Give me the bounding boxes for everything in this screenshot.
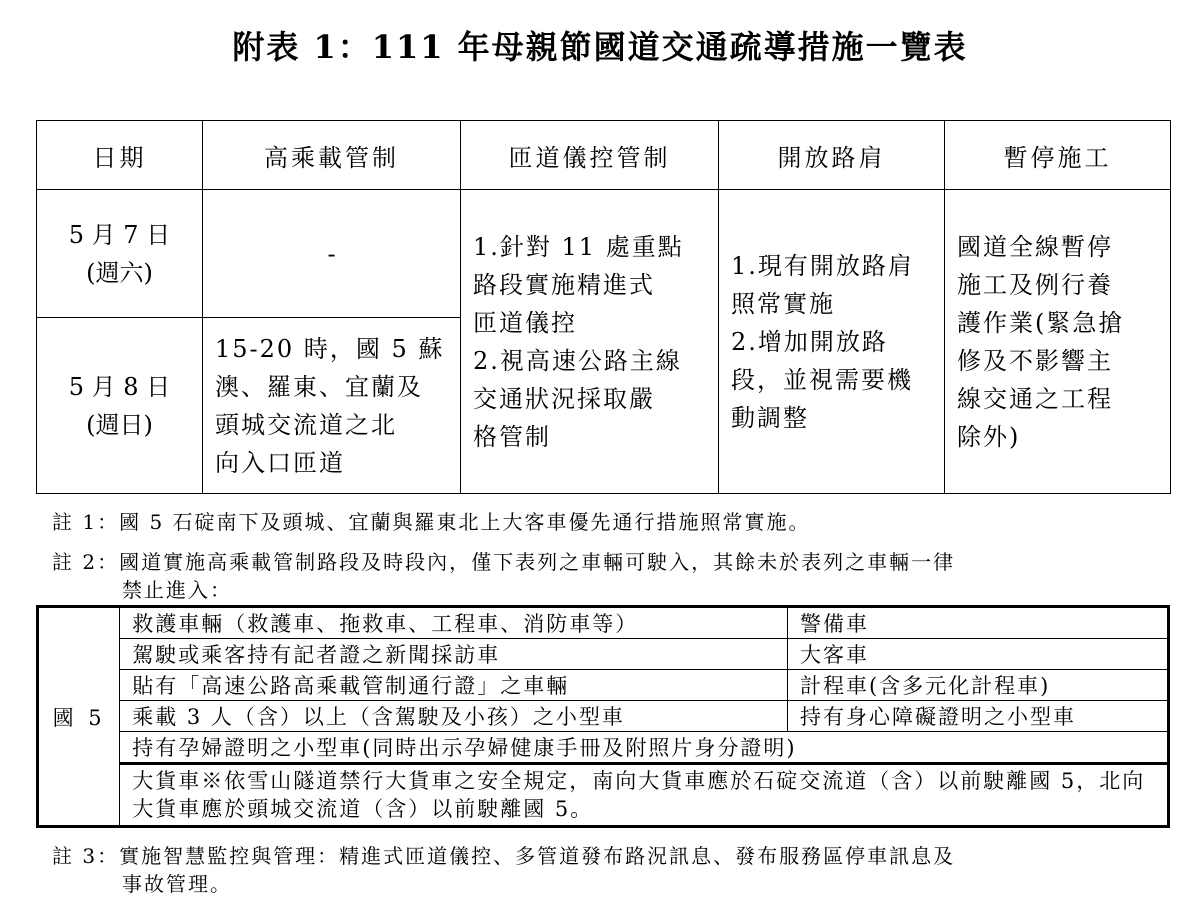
header-shoulder: 開放路肩 xyxy=(719,121,945,190)
vehicle-row xyxy=(38,732,1169,764)
vehicle-item: 警備車 xyxy=(787,607,1168,639)
date-day: 5 月 7 日 xyxy=(68,220,171,249)
vehicle-item: 貼有「高速公路高乘載管制通行證」之車輛 xyxy=(120,670,788,701)
vehicle-row xyxy=(38,701,1169,732)
header-ramp: 匝道儀控管制 xyxy=(461,121,719,190)
header-construction: 暫停施工 xyxy=(945,121,1171,190)
note-2 xyxy=(52,548,1162,604)
note-text: 實施智慧監控與管理：精進式匝道儀控、多管道發布路況訊息、發布服務區停車訊息及 xyxy=(119,844,956,868)
date-weekday: (週日) xyxy=(86,410,153,439)
hov-cell-sun: 15-20 時，國 5 蘇 澳、羅東、宜蘭及 頭城交流道之北 向入口匝道 xyxy=(203,318,461,494)
shoulder-cell: 1.現有開放路肩 照常實施 2.增加開放路 段，並視需要機 動調整 xyxy=(719,190,945,494)
vehicle-row xyxy=(38,670,1169,701)
group-label: 國 5 xyxy=(38,607,120,827)
vehicle-item: 乘載 3 人（含）以上（含駕駛及小孩）之小型車 xyxy=(120,701,788,732)
date-weekday: (週六) xyxy=(86,258,153,287)
construction-cell: 國道全線暫停 施工及例行養 護作業(緊急搶 修及不影響主 線交通之工程 除外) xyxy=(945,190,1171,494)
note-text: 國道實施高乘載管制路段及時段內，僅下表列之車輛可駛入，其餘未於表列之車輛一律 xyxy=(119,550,956,574)
page-title: 附表 1：111 年母親節國道交通疏導措施一覽表 xyxy=(232,28,968,66)
vehicle-item: 持有身心障礙證明之小型車 xyxy=(787,701,1168,732)
vehicle-item: 計程車(含多元化計程車) xyxy=(787,670,1168,701)
vehicle-item: 駕駛或乘客持有記者證之新聞採訪車 xyxy=(120,639,788,670)
vehicle-row xyxy=(38,607,1169,639)
ramp-cell: 1.針對 11 處重點 路段實施精進式 匝道儀控 2.視高速公路主線 交通狀況採取嚴 格管制 xyxy=(461,190,719,494)
note-label: 註 2： xyxy=(52,550,120,574)
note-label: 註 1： xyxy=(52,510,120,534)
note-label: 註 3： xyxy=(52,844,120,868)
vehicle-row xyxy=(38,764,1169,827)
note-3 xyxy=(52,842,1162,898)
vehicle-row xyxy=(38,639,1169,670)
vehicle-table xyxy=(36,605,1170,828)
note-1 xyxy=(52,508,811,536)
vehicle-item: 大客車 xyxy=(787,639,1168,670)
measures-table xyxy=(36,120,1171,494)
header-row xyxy=(37,121,1171,190)
date-cell xyxy=(37,318,203,494)
truck-rule: 大貨車※依雪山隧道禁行大貨車之安全規定，南向大貨車應於石碇交流道（含）以前駛離國 5，北向大貨車應於頭城交流道（含）以前駛離國 5。 xyxy=(120,764,1169,827)
vehicle-item: 持有孕婦證明之小型車(同時出示孕婦健康手冊及附照片身分證明) xyxy=(120,732,1169,764)
table-row xyxy=(37,190,1171,318)
note-text: 國 5 石碇南下及頭城、宜蘭與羅東北上大客車優先通行措施照常實施。 xyxy=(119,510,811,534)
hov-cell-sat: - xyxy=(203,190,461,318)
header-hov: 高乘載管制 xyxy=(203,121,461,190)
note-text-cont: 事故管理。 xyxy=(122,872,232,896)
note-text-cont: 禁止進入： xyxy=(122,578,232,602)
date-cell xyxy=(37,190,203,318)
date-day: 5 月 8 日 xyxy=(68,372,171,401)
header-date: 日期 xyxy=(37,121,203,190)
vehicle-item: 救護車輛（救護車、拖救車、工程車、消防車等） xyxy=(120,607,788,639)
